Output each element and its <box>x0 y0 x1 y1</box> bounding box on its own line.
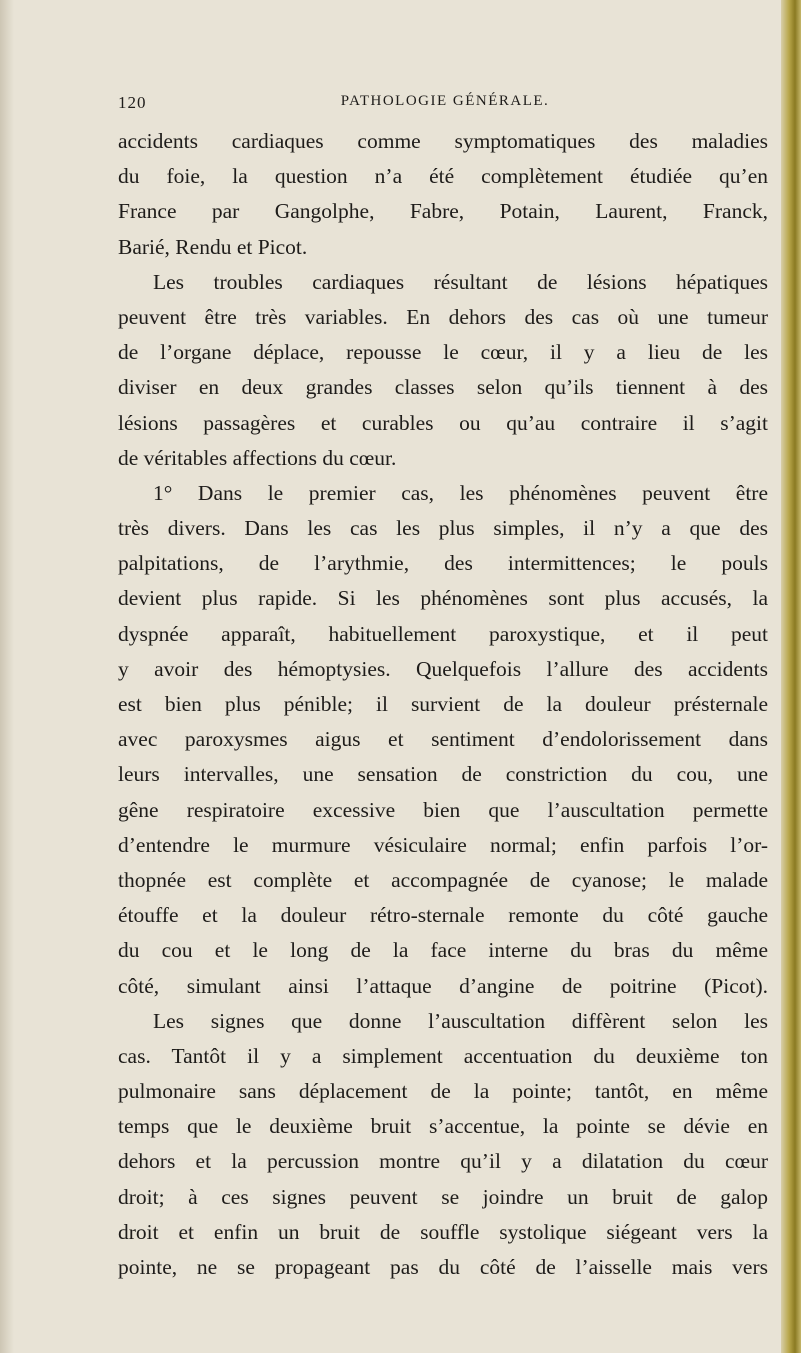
text-line: de véritables affections du cœur. <box>118 445 397 470</box>
text-line: droit et enfin un bruit de souffle systolique siégeant vers la <box>118 1219 768 1244</box>
text-line: avec paroxysmes aigus et sentiment d’endolorissement dans <box>118 727 768 752</box>
text-line: Barié, Rendu et Picot. <box>118 234 308 259</box>
text-line: Les signes que donne l’auscultation diffèrent selon les <box>153 1008 768 1033</box>
text-line: d’entendre le murmure vésiculaire normal; enfin parfois l’or- <box>118 832 768 857</box>
text-line: de l’organe déplace, repousse le cœur, il y a lieu de les <box>118 340 768 365</box>
text-line: étouffe et la douleur rétro-sternale remonte du côté gauche <box>118 903 768 928</box>
text-line: 1° Dans le premier cas, les phénomènes peuvent être <box>153 480 768 505</box>
running-title: PATHOLOGIE GÉNÉRALE. <box>340 93 550 109</box>
page-edge-shadow <box>0 0 14 1353</box>
text-line: très divers. Dans les cas les plus simples, il n’y a que des <box>118 516 768 541</box>
text-line: gêne respiratoire excessive bien que l’auscultation permette <box>118 797 768 822</box>
text-line: est bien plus pénible; il survient de la douleur présternale <box>118 692 768 716</box>
text-line: peuvent être très variables. En dehors des cas où une tumeur <box>118 304 768 329</box>
page-number: 120 <box>118 93 147 112</box>
text-line: lésions passagères et curables ou qu’au contraire il s’agit <box>118 410 768 435</box>
text-line: du cou et le long de la face interne du bras du même <box>118 938 768 963</box>
text-line: Les troubles cardiaques résultant de lésions hépatiques <box>153 269 768 294</box>
text-line: du foie, la question n’a été complètement étudiée qu’en <box>118 164 768 189</box>
text-line: côté, simulant ainsi l’attaque d’angine de poitrine (Picot). <box>118 973 768 998</box>
text-line: dehors et la percussion montre qu’il y a dilatation du cœur <box>118 1149 768 1174</box>
text-line: y avoir des hémoptysies. Quelquefois l’allure des accidents <box>118 656 768 681</box>
page-header <box>118 93 772 117</box>
text-line: pulmonaire sans déplacement de la pointe; tantôt, en même <box>118 1079 768 1104</box>
text-line: devient plus rapide. Si les phénomènes sont plus accusés, la <box>118 586 768 611</box>
text-line: dyspnée apparaît, habituellement paroxystique, et il peut <box>118 621 768 646</box>
text-line: cas. Tantôt il y a simplement accentuation du deuxième ton <box>118 1043 768 1068</box>
book-binding-edge <box>781 0 801 1353</box>
text-line: diviser en deux grandes classes selon qu’ils tiennent à des <box>118 375 768 400</box>
text-line: thopnée est complète et accompagnée de cyanose; le malade <box>118 867 768 892</box>
text-line: France par Gangolphe, Fabre, Potain, Laurent, Franck, <box>118 199 768 224</box>
text-line: palpitations, de l’arythmie, des intermittences; le pouls <box>118 551 768 576</box>
text-line: droit; à ces signes peuvent se joindre un bruit de galop <box>118 1184 768 1209</box>
text-line: pointe, ne se propageant pas du côté de l’aisselle mais vers <box>118 1255 768 1279</box>
body-text <box>118 124 768 1285</box>
text-line: leurs intervalles, une sensation de constriction du cou, une <box>118 762 768 787</box>
text-line: accidents cardiaques comme symptomatiques des maladies <box>118 129 768 153</box>
text-line: temps que le deuxième bruit s’accentue, la pointe se dévie en <box>118 1114 768 1139</box>
